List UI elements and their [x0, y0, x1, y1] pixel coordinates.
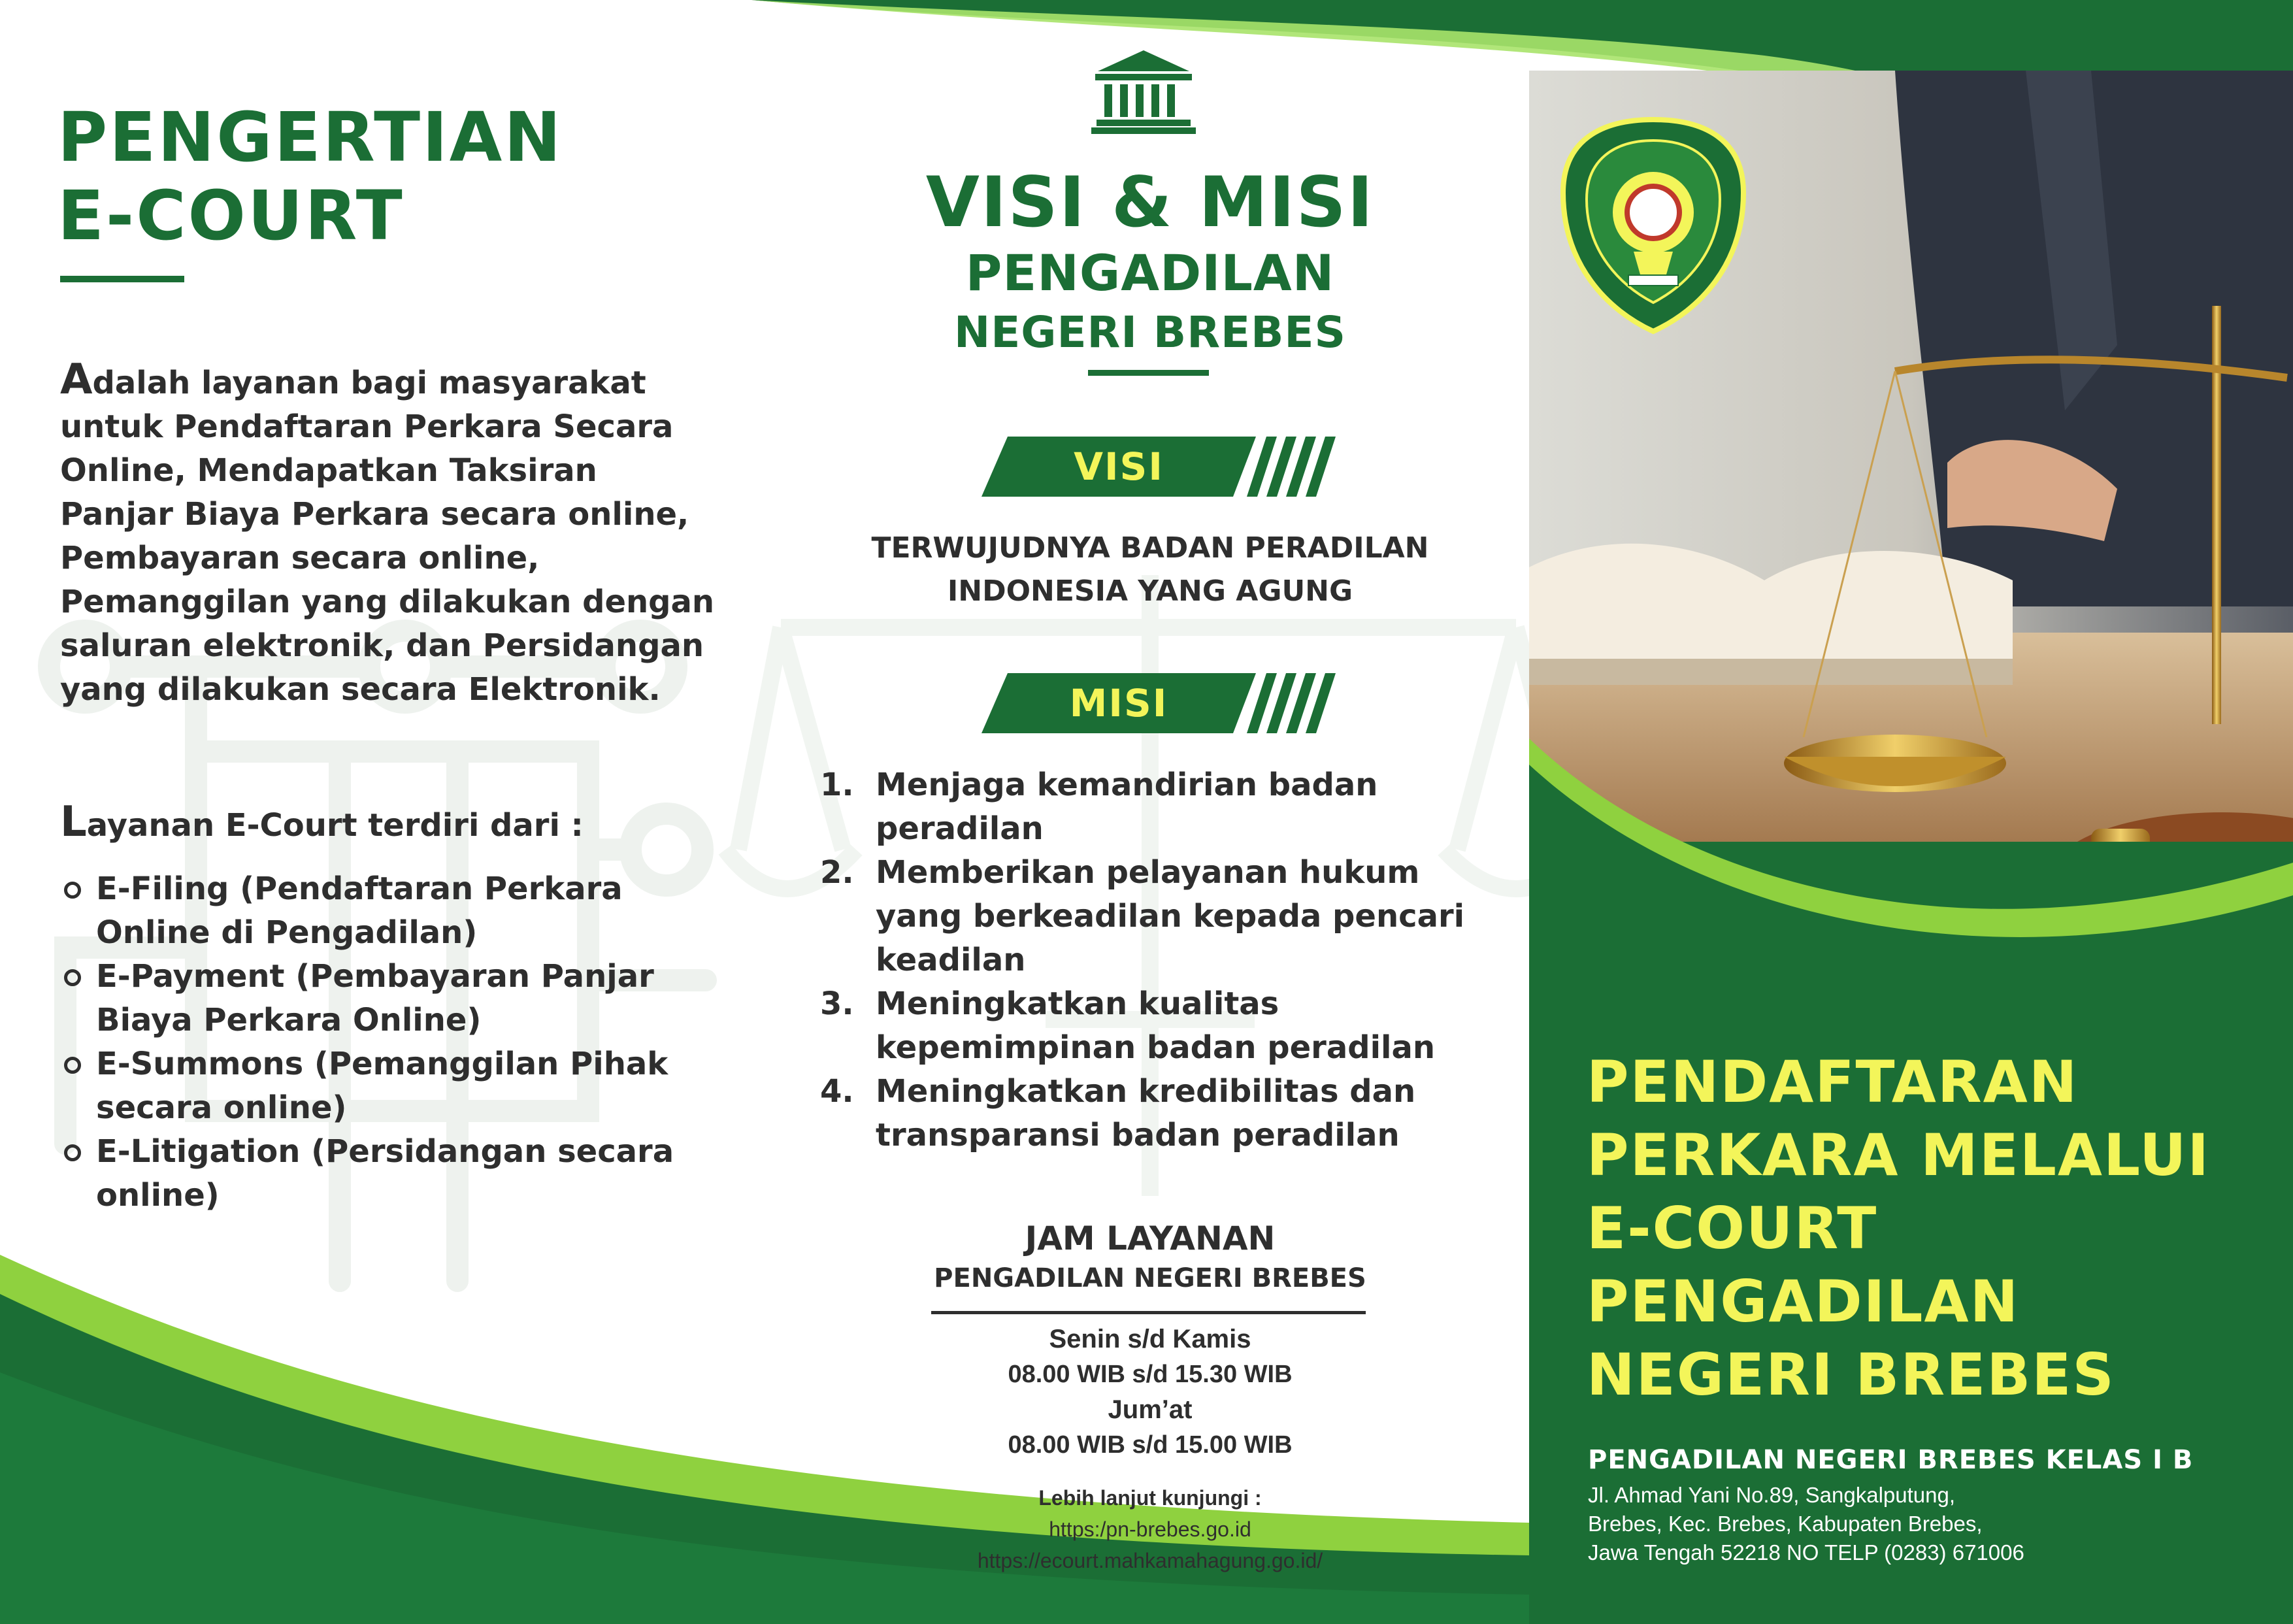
- intro-drop-cap: A: [60, 356, 93, 404]
- visi-text-line1: TERWUJUDNYA BADAN PERADILAN: [871, 531, 1429, 565]
- ring-bullet-icon: [64, 969, 81, 986]
- address-line: Brebes, Kec. Brebes, Kabupaten Brebes,: [1588, 1512, 1983, 1536]
- headline-line: PENGADILAN: [1587, 1268, 2020, 1335]
- misi-text: Meningkatkan kualitas kepemimpinan badan peradilan: [876, 986, 1436, 1066]
- service-item: [60, 1130, 720, 1218]
- left-title-line2: E-COURT: [58, 176, 404, 256]
- misi-item: [820, 851, 1474, 982]
- org-address: [1588, 1481, 2281, 1567]
- service-item-text: E-Payment (Pembayaran Panjar Biaya Perkara Online): [96, 958, 654, 1038]
- services-heading-text: ayanan E-Court terdiri dari :: [86, 807, 584, 844]
- ecourt-link[interactable]: https://ecourt.mahkamahagung.go.id/: [977, 1549, 1323, 1572]
- ring-bullet-icon: [64, 882, 81, 899]
- courthouse-icon: [1091, 49, 1196, 134]
- hours-day-weekday: Senin s/d Kamis: [1049, 1325, 1251, 1353]
- visi-banner: [982, 437, 1347, 497]
- misi-item: [820, 763, 1474, 851]
- address-line: Jl. Ahmad Yani No.89, Sangkalputung,: [1588, 1483, 1955, 1507]
- hours-subtitle: PENGADILAN NEGERI BREBES: [934, 1263, 1366, 1293]
- right-panel-curve: [1529, 686, 2293, 1026]
- website-link[interactable]: https:/pn-brebes.go.id: [1049, 1517, 1251, 1541]
- headline-line: NEGERI BREBES: [1587, 1341, 2115, 1408]
- title-underline: [60, 276, 184, 282]
- headline-line: E-COURT: [1587, 1195, 1878, 1262]
- misi-item: [820, 982, 1474, 1070]
- ring-bullet-icon: [64, 1057, 81, 1074]
- services-list: [60, 867, 720, 1218]
- left-title-line1: PENGERTIAN: [58, 97, 563, 177]
- org-name: PENGADILAN NEGERI BREBES KELAS I B: [1588, 1445, 2194, 1475]
- court-emblem: [1555, 114, 1751, 337]
- visi-misi-title-line3: NEGERI BREBES: [953, 307, 1347, 357]
- address-line: Jawa Tengah 52218 NO TELP (0283) 671006: [1588, 1540, 2024, 1565]
- hours-time-weekday: 08.00 WIB s/d 15.30 WIB: [1008, 1361, 1293, 1388]
- visi-text: [810, 527, 1490, 613]
- left-title: [58, 98, 711, 255]
- misi-item: [820, 1070, 1474, 1157]
- service-item-text: E-Summons (Pemanggilan Pihak secara online): [96, 1046, 668, 1126]
- visi-text-line2: INDONESIA YANG AGUNG: [947, 574, 1353, 608]
- intro-text: dalah layanan bagi masyarakat untuk Pendaftaran Perkara Secara Online, Mendapatkan Taksiran Panjar Biaya Perkara secara online, Pembayaran secara online, Pemanggilan yang dilakukan dengan saluran elektronik, dan Persidangan yang dilakukan secara Elektronik.: [60, 365, 715, 708]
- intro-paragraph: [60, 358, 720, 712]
- visit-label: Lebih lanjut kunjungi :: [1038, 1486, 1262, 1510]
- visi-misi-title-line1: VISI & MISI: [925, 162, 1375, 242]
- misi-label: MISI: [1069, 681, 1168, 725]
- misi-banner: [982, 673, 1347, 733]
- misi-number: 2.: [820, 854, 854, 891]
- visi-misi-title-line2: PENGADILAN: [965, 244, 1335, 302]
- right-headline: [1587, 1046, 2273, 1412]
- headline-line: PENDAFTARAN: [1587, 1048, 2079, 1116]
- ring-bullet-icon: [64, 1144, 81, 1161]
- misi-number: 3.: [820, 986, 854, 1022]
- services-drop-cap: L: [60, 798, 87, 846]
- misi-text: Meningkatkan kredibilitas dan transparansi badan peradilan: [876, 1073, 1416, 1153]
- hours-divider: [931, 1311, 1366, 1314]
- service-item: [60, 1042, 720, 1130]
- misi-number: 4.: [820, 1073, 854, 1110]
- hours-title: JAM LAYANAN: [1025, 1219, 1276, 1257]
- visi-label: VISI: [1074, 444, 1164, 489]
- service-item-text: E-Litigation (Persidangan secara online): [96, 1133, 674, 1214]
- misi-number: 1.: [820, 767, 854, 803]
- hours-day-friday: Jum’at: [1108, 1395, 1193, 1424]
- mid-title-underline: [1088, 370, 1209, 376]
- misi-list: [820, 763, 1474, 1157]
- misi-text: Menjaga kemandirian badan peradilan: [876, 767, 1378, 847]
- visi-misi-title: [850, 163, 1451, 361]
- hours-time-friday: 08.00 WIB s/d 15.00 WIB: [1008, 1431, 1293, 1459]
- service-item: [60, 955, 720, 1042]
- service-item-text: E-Filing (Pendaftaran Perkara Online di Pengadilan): [96, 870, 623, 951]
- misi-text: Memberikan pelayanan hukum yang berkeadilan kepada pencari keadilan: [876, 854, 1465, 978]
- services-heading: [60, 798, 648, 848]
- service-item: [60, 867, 720, 955]
- headline-line: PERKARA MELALUI: [1587, 1121, 2211, 1189]
